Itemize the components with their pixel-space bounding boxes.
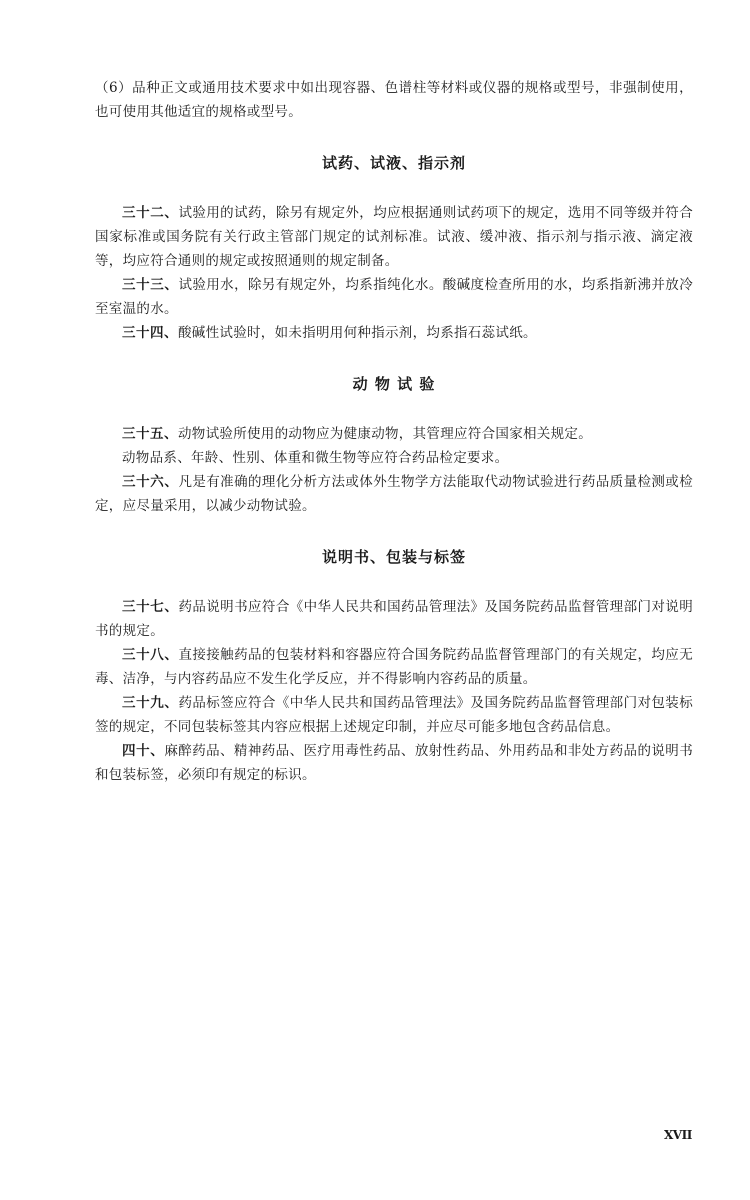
article-text: 凡是有准确的理化分析方法或体外生物学方法能取代动物试验进行药品质量检测或检定，应尽量采用，以减少动物试验。 <box>95 474 694 514</box>
article-number: 三十四、 <box>122 325 178 341</box>
article-number: 三十三、 <box>122 277 179 293</box>
article-text: 药品标签应符合《中华人民共和国药品管理法》及国务院药品监督管理部门对包装标签的规定，不同包装标签其内容应根据上述规定印制，并应尽可能多地包含药品信息。 <box>95 695 694 735</box>
section-title-labeling: 说明书、包装与标签 <box>321 548 466 566</box>
article-38 <box>95 643 693 691</box>
intro-paragraph <box>95 76 693 124</box>
article-number: 三十七、 <box>122 599 179 615</box>
article-number: 三十八、 <box>122 647 179 663</box>
page-body <box>95 76 693 787</box>
section-title-reagents: 试药、试液、指示剂 <box>321 154 466 172</box>
article-39 <box>95 691 693 739</box>
article-37 <box>95 595 693 643</box>
article-text: 药品说明书应符合《中华人民共和国药品管理法》及国务院药品监督管理部门对说明书的规定。 <box>95 599 694 639</box>
page-number: XVII <box>664 1128 692 1142</box>
article-number: 三十二、 <box>122 205 179 221</box>
article-35-continued <box>95 446 693 470</box>
article-text: 直接接触药品的包装材料和容器应符合国务院药品监督管理部门的有关规定，均应无毒、洁净，与内容药品应不发生化学反应，并不得影响内容药品的质量。 <box>95 647 694 687</box>
article-number: 四十、 <box>122 743 165 759</box>
article-number: 三十九、 <box>122 695 179 711</box>
article-text: 动物品系、年龄、性别、体重和微生物等应符合药品检定要求。 <box>122 450 509 466</box>
article-text: 麻醉药品、精神药品、医疗用毒性药品、放射性药品、外用药品和非处方药品的说明书和包装标签，必须印有规定的标识。 <box>95 743 694 783</box>
article-35 <box>95 422 693 446</box>
article-36 <box>95 470 693 518</box>
article-33 <box>95 273 693 321</box>
article-text: 试验用水，除另有规定外，均系指纯化水。酸碱度检查所用的水，均系指新沸并放冷至室温的水。 <box>95 277 694 317</box>
article-number: 三十五、 <box>122 426 178 442</box>
section-title-animal-testing: 动 物 试 验 <box>352 375 436 393</box>
article-32 <box>95 201 693 273</box>
article-text: 酸碱性试验时，如未指明用何种指示剂，均系指石蕊试纸。 <box>178 325 537 341</box>
article-text: 动物试验所使用的动物应为健康动物，其管理应符合国家相关规定。 <box>178 426 592 442</box>
intro-text: （6）品种正文或通用技术要求中如出现容器、色谱柱等材料或仪器的规格或型号，非强制使用，也可使用其他适宜的规格或型号。 <box>95 80 693 120</box>
article-40 <box>95 739 693 787</box>
article-number: 三十六、 <box>122 474 179 490</box>
article-text: 试验用的试药，除另有规定外，均应根据通则试药项下的规定，选用不同等级并符合国家标准或国务院有关行政主管部门规定的试剂标准。试液、缓冲液、指示剂与指示液、滴定液等，均应符合通则的规定或按照通则的规定制备。 <box>95 205 694 269</box>
article-34 <box>95 321 693 345</box>
